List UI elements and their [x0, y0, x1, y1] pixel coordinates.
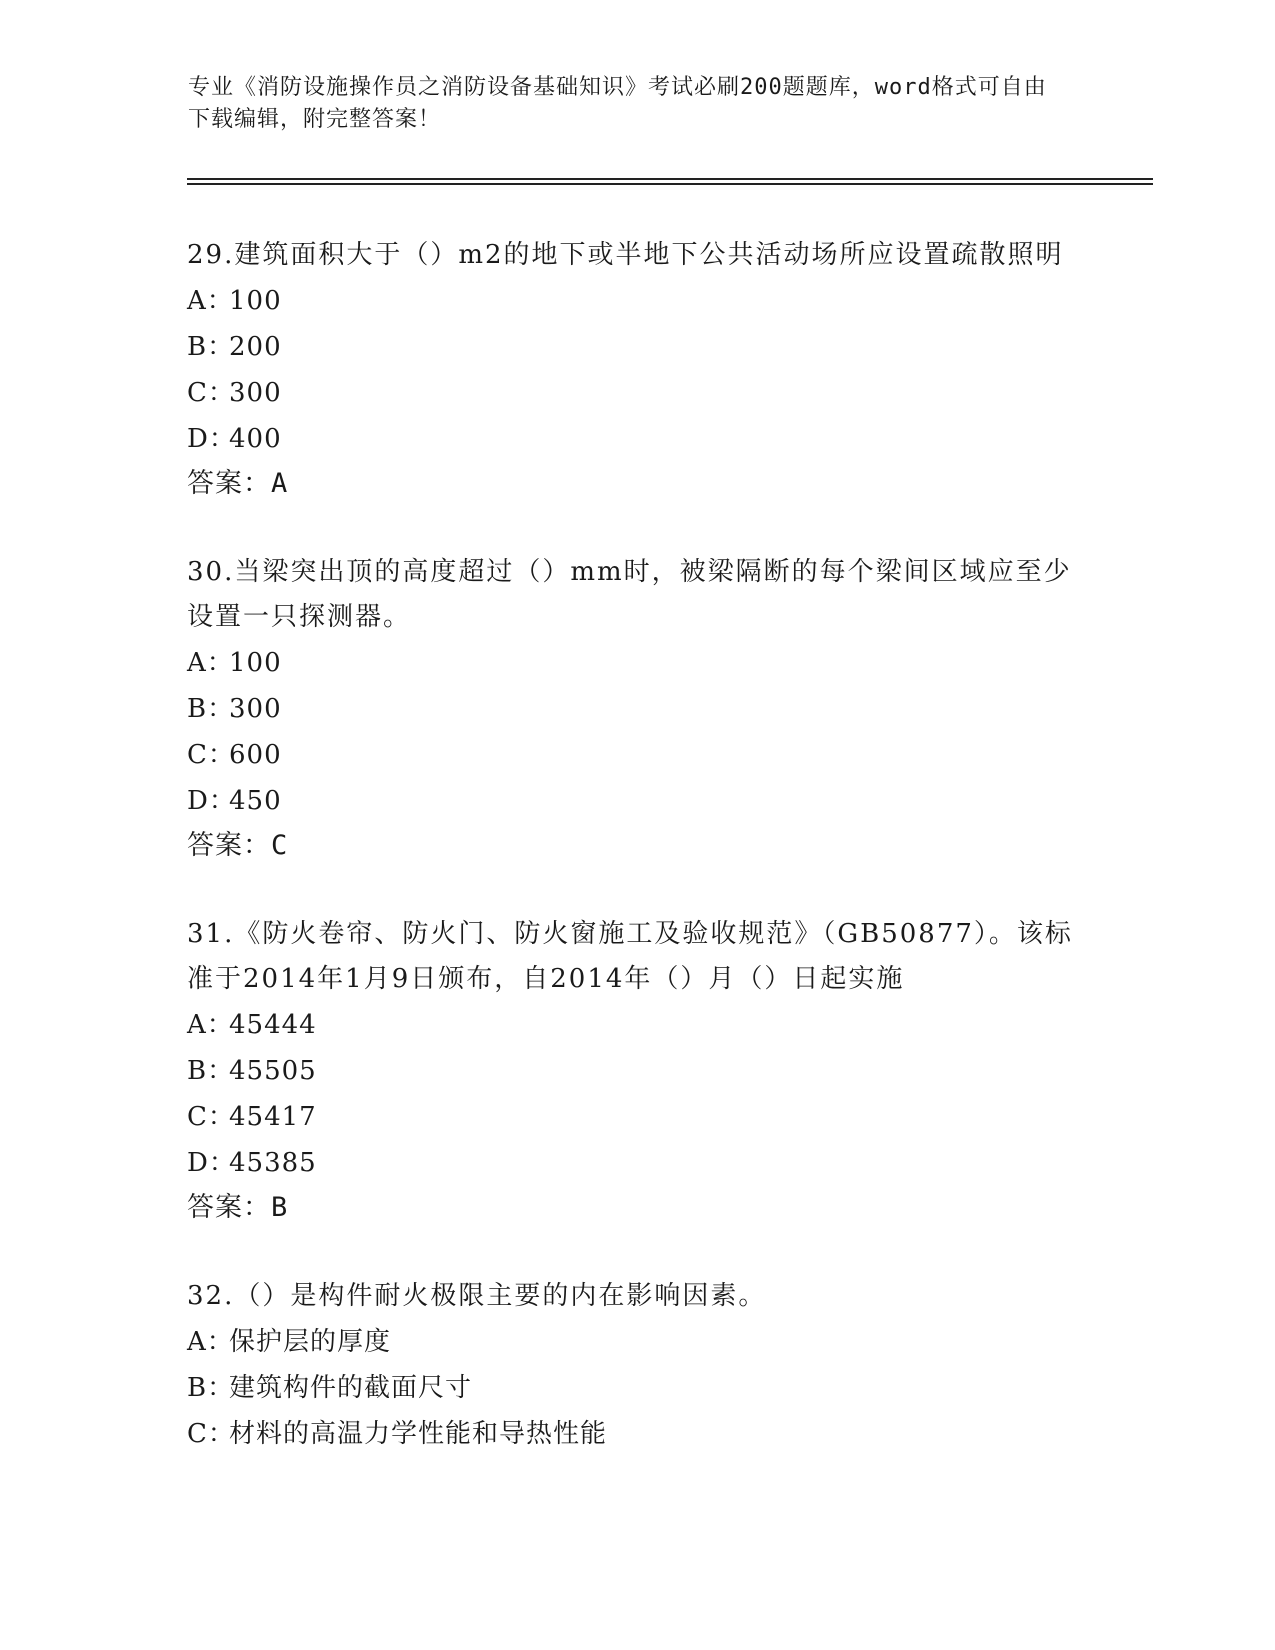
option-letter: B： — [187, 694, 235, 724]
option-text: 300 — [229, 378, 282, 408]
answer-line: 答案：C — [187, 830, 289, 861]
option-letter: A： — [187, 1010, 234, 1040]
question-text: 30.当梁突出顶的高度超过（）mm时，被梁隔断的每个梁间区域应至少设置一只探测器。 — [187, 557, 1072, 632]
option-letter: D： — [187, 424, 236, 454]
option-c — [187, 1094, 1087, 1140]
option-b — [187, 686, 1087, 732]
option-letter: C： — [187, 1102, 235, 1132]
option-a — [187, 640, 1087, 686]
option-c — [187, 732, 1087, 778]
option-text: 45417 — [229, 1102, 317, 1132]
option-a — [187, 1002, 1087, 1048]
option-a — [187, 1319, 1087, 1365]
option-text: 600 — [229, 740, 282, 770]
option-text: 100 — [229, 648, 282, 678]
option-text: 450 — [229, 786, 282, 816]
option-letter: D： — [187, 1148, 236, 1178]
option-letter: C： — [187, 740, 235, 770]
option-c — [187, 1411, 1087, 1457]
option-letter: B： — [187, 332, 235, 362]
option-text: 建筑构件的截面尺寸 — [229, 1373, 473, 1403]
question-29 — [187, 233, 1087, 506]
option-letter: D： — [187, 786, 236, 816]
option-d — [187, 1140, 1087, 1186]
question-32 — [187, 1274, 1087, 1457]
option-text: 200 — [229, 332, 282, 362]
option-letter: A： — [187, 286, 234, 316]
answer-line: 答案：B — [187, 1192, 289, 1223]
header-rule-top — [187, 178, 1153, 180]
option-text: 100 — [229, 286, 282, 316]
option-letter: C： — [187, 378, 235, 408]
option-b — [187, 1365, 1087, 1411]
option-text: 45444 — [229, 1010, 317, 1040]
question-text: 32.（）是构件耐火极限主要的内在影响因素。 — [187, 1281, 767, 1311]
option-letter: B： — [187, 1056, 235, 1086]
option-letter: C： — [187, 1419, 235, 1449]
option-b — [187, 1048, 1087, 1094]
header-rule-bottom — [187, 183, 1153, 185]
question-text: 31.《防火卷帘、防火门、防火窗施工及验收规范》（GB50877）。该标准于2014年1月9日颁布，自2014年（）月（）日起实施 — [187, 919, 1073, 994]
option-d — [187, 778, 1087, 824]
option-letter: A： — [187, 1327, 234, 1357]
option-text: 45505 — [229, 1056, 317, 1086]
option-c — [187, 370, 1087, 416]
option-b — [187, 324, 1087, 370]
option-text: 45385 — [229, 1148, 317, 1178]
answer-line: 答案：A — [187, 468, 289, 499]
question-text: 29.建筑面积大于（）m2的地下或半地下公共活动场所应设置疏散照明 — [187, 240, 1064, 270]
question-list — [187, 233, 1087, 1457]
question-30 — [187, 550, 1087, 868]
option-text: 保护层的厚度 — [229, 1327, 392, 1357]
option-d — [187, 416, 1087, 462]
question-31 — [187, 912, 1087, 1230]
option-a — [187, 278, 1087, 324]
document-header: 专业《消防设施操作员之消防设备基础知识》考试必刷200题题库，word格式可自由下载编辑，附完整答案！ — [188, 75, 1047, 132]
option-text: 400 — [229, 424, 282, 454]
option-text: 材料的高温力学性能和导热性能 — [229, 1419, 608, 1449]
option-text: 300 — [229, 694, 282, 724]
option-letter: A： — [187, 648, 234, 678]
option-letter: B： — [187, 1373, 235, 1403]
